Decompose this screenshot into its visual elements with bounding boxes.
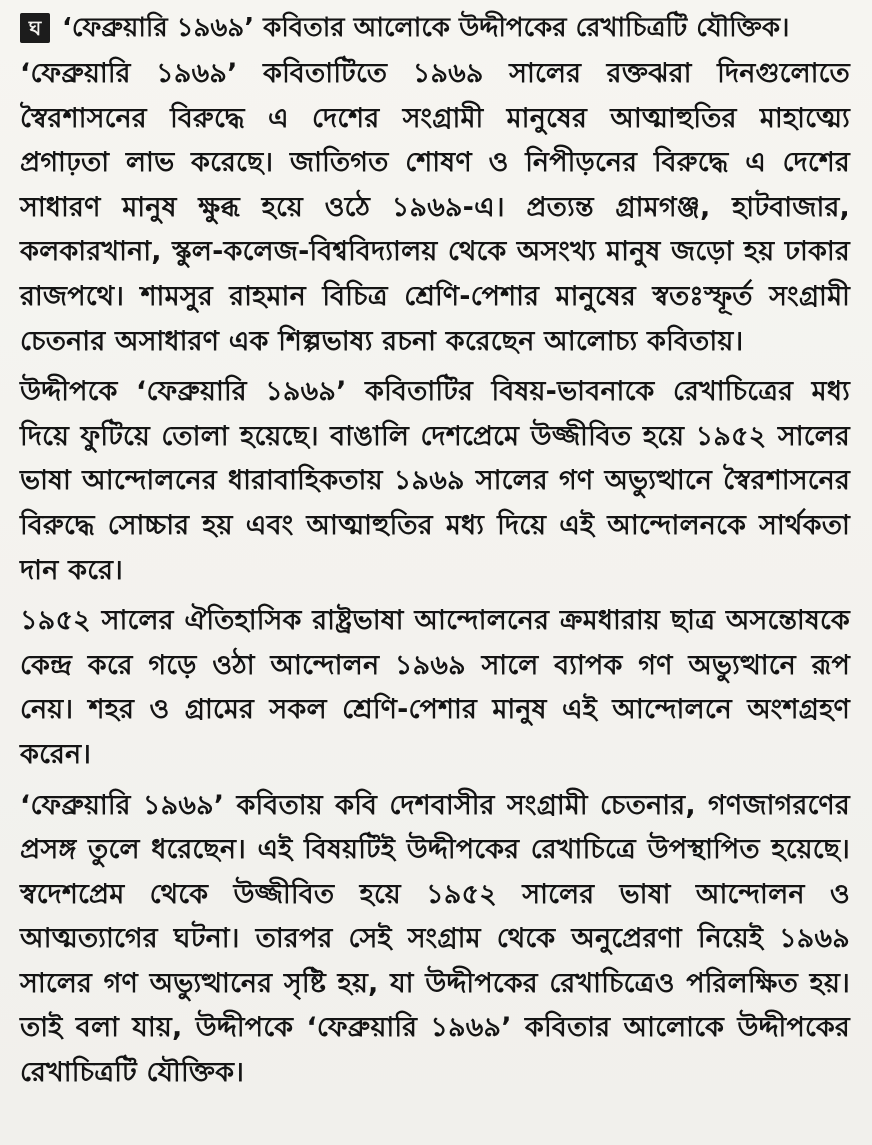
paragraph-1: ‘ফেব্রুয়ারি ১৯৬৯’ কবিতাটিতে ১৯৬৯ সালের রক্তঝরা দিনগুলোতে স্বৈরশাসনের বিরুদ্ধে এ দেশের সংগ্রামী মানুষের আত্মাহুতির মাহাত্ম্যে প্রগাঢ়তা লাভ করেছে। জাতিগত শোষণ ও নিপীড়নের বিরুদ্ধে এ দেশের সাধারণ মানুষ ক্ষুব্ধ হয়ে ওঠে ১৯৬৯-এ। প্রত্যন্ত গ্রামগঞ্জ, হাটবাজার, কলকারখানা, স্কুল-কলেজ-বিশ্ববিদ্যালয় থেকে অসংখ্য মানুষ জড়ো হয় ঢাকার রাজপথে। শামসুর রাহমান বিচিত্র শ্রেণি-পেশার মানুষের স্বতঃস্ফূর্ত সংগ্রামী চেতনার অসাধারণ এক শিল্পভাষ্য রচনা করেছেন আলোচ্য কবিতায়। <box>20 58 850 357</box>
paragraph-3: ১৯৫২ সালের ঐতিহাসিক রাষ্ট্রভাষা আন্দোলনের ক্রমধারায় ছাত্র অসন্তোষকে কেন্দ্র করে গড়ে ওঠা আন্দোলন ১৯৬৯ সালে ব্যাপক গণ অভ্যুত্থানে রূপ নেয়। শহর ও গ্রামের সকল শ্রেণি-পেশার মানুষ এই আন্দোলনে অংশগ্রহণ করেন। <box>20 605 850 770</box>
paragraph-2: উদ্দীপকে ‘ফেব্রুয়ারি ১৯৬৯’ কবিতাটির বিষয়-ভাবনাকে রেখাচিত্রের মধ্য দিয়ে ফুটিয়ে তোলা হয়েছে। বাঙালি দেশপ্রেমে উজ্জীবিত হয়ে ১৯৫২ সালের ভাষা আন্দোলনের ধারাবাহিকতায় ১৯৬৯ সালের গণ অভ্যুত্থানে স্বৈরশাসনের বিরুদ্ধে সোচ্চার হয় এবং আত্মাহুতির মধ্য দিয়ে এই আন্দোলনকে সার্থকতা দান করে। <box>20 376 850 586</box>
question-title: ‘ফেব্রুয়ারি ১৯৬৯’ কবিতার আলোকে উদ্দীপকের রেখাচিত্রটি যৌক্তিক। <box>62 13 790 43</box>
question-heading <box>20 6 850 50</box>
paragraph-4: ‘ফেব্রুয়ারি ১৯৬৯’ কবিতায় কবি দেশবাসীর সংগ্রামী চেতনার, গণজাগরণের প্রসঙ্গ তুলে ধরেছেন। এই বিষয়টিই উদ্দীপকের রেখাচিত্রে উপস্থাপিত হয়েছে। স্বদেশপ্রেম থেকে উজ্জীবিত হয়ে ১৯৫২ সালের ভাষা আন্দোলন ও আত্মত্যাগের ঘটনা। তারপর সেই সংগ্রাম থেকে অনুপ্রেরণা নিয়েই ১৯৬৯ সালের গণ অভ্যুত্থানের সৃষ্টি হয়, যা উদ্দীপকের রেখাচিত্রেও পরিলক্ষিত হয়। তাই বলা যায়, উদ্দীপকে ‘ফেব্রুয়ারি ১৯৬৯’ কবিতার আলোকে উদ্দীপকের রেখাচিত্রটি যৌক্তিক। <box>20 789 850 1089</box>
question-badge: ঘ <box>20 13 50 43</box>
